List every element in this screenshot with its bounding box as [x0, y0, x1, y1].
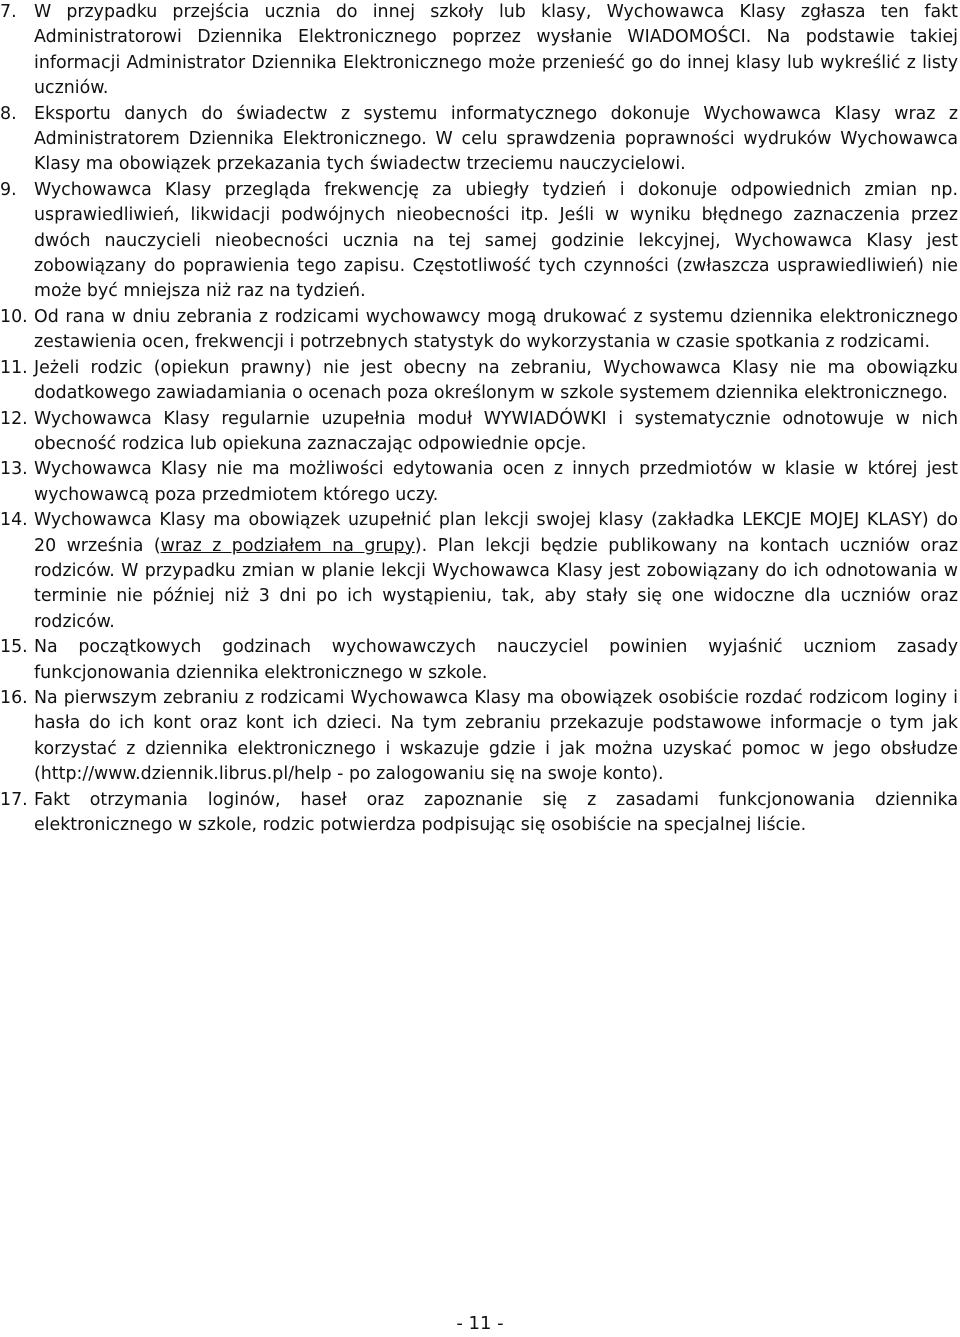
item-number: 14.: [0, 510, 28, 531]
item-text-after: ). Plan lekcji będzie publikowany na kontach uczniów oraz rodziców. W przypadku zmian w planie lekcji Wychowawca Klasy jest zobowiązany do ich odnotowania w terminie nie później niż 3 dni po ich wystąpieniu, tak, aby stały się one widoczne dla uczniów oraz rodziców.: [34, 535, 959, 632]
list-item-10: [0, 305, 960, 356]
item-text: Fakt otrzymania loginów, haseł oraz zapoznanie się z zasadami funkcjonowania dziennika elektronicznego w szkole, rodzic potwierdza podpisując się osobiście na specjalnej liście.: [34, 789, 958, 835]
item-number: 17.: [0, 789, 28, 810]
underlined-text: wraz z podziałem na grupy: [160, 535, 415, 556]
item-text: Jeżeli rodzic (opiekun prawny) nie jest obecny na zebraniu, Wychowawca Klasy nie ma obowiązku dodatkowego zawiadamiania o ocenach poza określonym w szkole systemem dziennika elektronicznego.: [34, 357, 958, 404]
item-number: 10.: [0, 306, 28, 327]
item-number: 15.: [0, 637, 28, 658]
item-number: 13.: [0, 459, 28, 480]
list-item-17: [0, 788, 960, 839]
item-text: Wychowawca Klasy przegląda frekwencję za ubiegły tydzień i dokonuje odpowiednich zmian np. usprawiedliwień, likwidacji podwójnych nieobecności itp. Jeśli w wyniku błędnego zaznaczenia przez dwóch nauczycieli nieobecności ucznia na tej samej godzinie lekcyjnej, Wychowawca Klasy jest zobowiązany do poprawienia tego zapisu. Częstotliwość tych czynności (zwłaszcza usprawiedliwień) nie może być mniejsza niż raz na tydzień.: [34, 179, 958, 302]
item-number: 8.: [0, 103, 17, 124]
item-text: Na początkowych godzinach wychowawczych nauczyciel powinien wyjaśnić uczniom zasady funkcjonowania dziennika elektronicznego w szkole.: [34, 637, 958, 683]
list-item-8: [0, 102, 960, 178]
list-item-7: [0, 0, 960, 102]
item-number: 11.: [0, 357, 28, 378]
item-text: Na pierwszym zebraniu z rodzicami Wychowawca Klasy ma obowiązek osobiście rozdać rodzicom loginy i hasła do ich kont oraz kont ich dzieci. Na tym zebraniu przekazuje podstawowe informacje o tym jak korzystać z dziennika elektronicznego i wskazuje gdzie i jak można uzyskać pomoc w jego obsłudze (http://www.dziennik.librus.pl/help - po zalogowaniu się na swoje konto).: [34, 687, 958, 785]
item-number: 7.: [0, 2, 17, 22]
list-item-15: [0, 635, 960, 686]
page-number: - 11 -: [456, 1313, 504, 1334]
list-item-14: [0, 508, 960, 635]
item-text: W przypadku przejścia ucznia do innej szkoły lub klasy, Wychowawca Klasy zgłasza ten fakt Administratorowi Dziennika Elektronicznego poprzez wysłanie WIADOMOŚCI. Na podstawie takiej informacji Administrator Dziennika Elektronicznego może przenieść go do innej klasy lub wykreślić z listy uczniów.: [34, 2, 958, 99]
list-item-13: [0, 457, 960, 508]
item-text: Wychowawca Klasy nie ma możliwości edytowania ocen z innych przedmiotów w klasie w której jest wychowawcą poza przedmiotem którego uczy.: [34, 459, 958, 505]
list-item-12: [0, 407, 960, 458]
item-number: 12.: [0, 408, 28, 429]
list-item-11: [0, 356, 960, 407]
item-text: Od rana w dniu zebrania z rodzicami wychowawcy mogą drukować z systemu dziennika elektronicznego zestawienia ocen, frekwencji i potrzebnych statystyk do wykorzystania w czasie spotkania z rodzicami.: [34, 306, 958, 353]
item-number: 9.: [0, 179, 17, 200]
item-text: Wychowawca Klasy regularnie uzupełnia moduł WYWIADÓWKI i systematycznie odnotowuje w nich obecność rodzica lub opiekuna zaznaczając odpowiednie opcje.: [34, 408, 958, 454]
item-text: Eksportu danych do świadectw z systemu informatycznego dokonuje Wychowawca Klasy wraz z Administratorem Dziennika Elektronicznego. W celu sprawdzenia poprawności wydruków Wychowawca Klasy ma obowiązek przekazania tych świadectw trzeciemu nauczycielowi.: [34, 103, 958, 175]
item-text-before: Wychowawca Klasy ma obowiązek uzupełnić plan lekcji swojej klasy (zakładka LEKCJE MOJEJ KLASY) do 20 września (: [34, 510, 958, 556]
list-item-9: [0, 178, 960, 305]
list-item-16: [0, 686, 960, 788]
item-number: 16.: [0, 687, 28, 708]
